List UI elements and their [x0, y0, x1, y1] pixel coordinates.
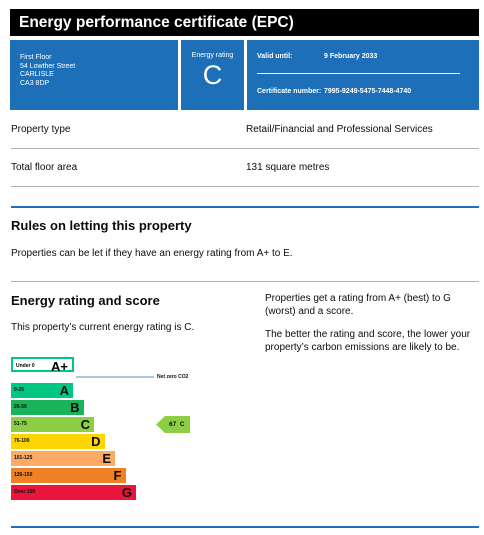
band-d — [11, 434, 105, 449]
band-range-label: Under 0 — [16, 363, 35, 369]
band-c — [11, 417, 94, 432]
band-letter: C — [80, 417, 90, 432]
band-letter: D — [91, 434, 101, 449]
energy-rating-value: C — [202, 60, 223, 90]
certificate-number: 7995-9249-5475-7448-4740 — [324, 88, 412, 95]
band-letter: B — [70, 400, 80, 415]
band-range-label: 126-150 — [14, 472, 33, 478]
band-a — [11, 383, 73, 398]
band-range-label: 26-50 — [14, 404, 27, 410]
valid-until-date: 9 February 2033 — [324, 53, 378, 60]
section-divider — [11, 206, 479, 208]
address-line: 54 Lowther Street — [20, 62, 76, 70]
letting-text: Properties can be let if they have an energy rating from A+ to E. — [11, 248, 293, 259]
band-a-plus — [11, 357, 74, 372]
energy-rating-chart — [0, 355, 484, 515]
band-range-label: 51-75 — [14, 421, 27, 427]
current-rating-label: 67 C — [169, 421, 185, 428]
address-line: First Floor — [20, 54, 52, 61]
section-divider — [11, 526, 479, 528]
band-range-label: 76-100 — [14, 438, 30, 444]
energy-rating-panel — [181, 40, 244, 110]
certificate-panel — [247, 40, 479, 110]
divider — [257, 73, 460, 74]
address-panel — [10, 40, 178, 110]
band-range-label: 0-25 — [14, 387, 25, 393]
page-title: Energy performance certificate (EPC) — [10, 9, 479, 36]
rating-info-text: Properties get a rating from A+ (best) to G (worst) and a score. — [265, 293, 451, 317]
certificate-number-label: Certificate number: — [257, 88, 322, 95]
band-letter: E — [102, 451, 111, 466]
band-letter: A — [59, 383, 69, 398]
band-b — [11, 400, 84, 415]
band-range-label: 101-125 — [14, 455, 33, 461]
carbon-info-text: The better the rating and score, the lower your property’s carbon emissions are likely to be. — [265, 329, 471, 353]
floor-area-value: 131 square metres — [246, 162, 330, 173]
band-g — [11, 485, 136, 500]
energy-rating-label: Energy rating — [191, 52, 234, 59]
energy-heading: Energy rating and score — [11, 293, 160, 308]
band-f — [11, 468, 126, 483]
divider — [11, 281, 479, 282]
net-zero-line — [76, 376, 154, 378]
band-range-label: Over 150 — [14, 489, 36, 495]
floor-area-label: Total floor area — [11, 162, 78, 173]
letting-heading: Rules on letting this property — [11, 218, 192, 233]
band-letter: G — [121, 485, 132, 500]
band-letter: A+ — [51, 359, 68, 374]
divider — [11, 186, 479, 187]
property-type-label: Property type — [11, 124, 71, 135]
address-line: CA3 8DP — [20, 79, 50, 87]
net-zero-label: Net zero CO2 — [157, 374, 189, 380]
valid-until-label: Valid until: — [257, 53, 293, 60]
band-letter: F — [113, 468, 122, 483]
band-e — [11, 451, 115, 466]
divider — [11, 148, 479, 149]
property-type-value: Retail/Financial and Professional Services — [246, 124, 433, 135]
current-rating-text: This property’s current energy rating is C. — [11, 322, 195, 333]
address-line: CARLISLE — [20, 71, 54, 78]
